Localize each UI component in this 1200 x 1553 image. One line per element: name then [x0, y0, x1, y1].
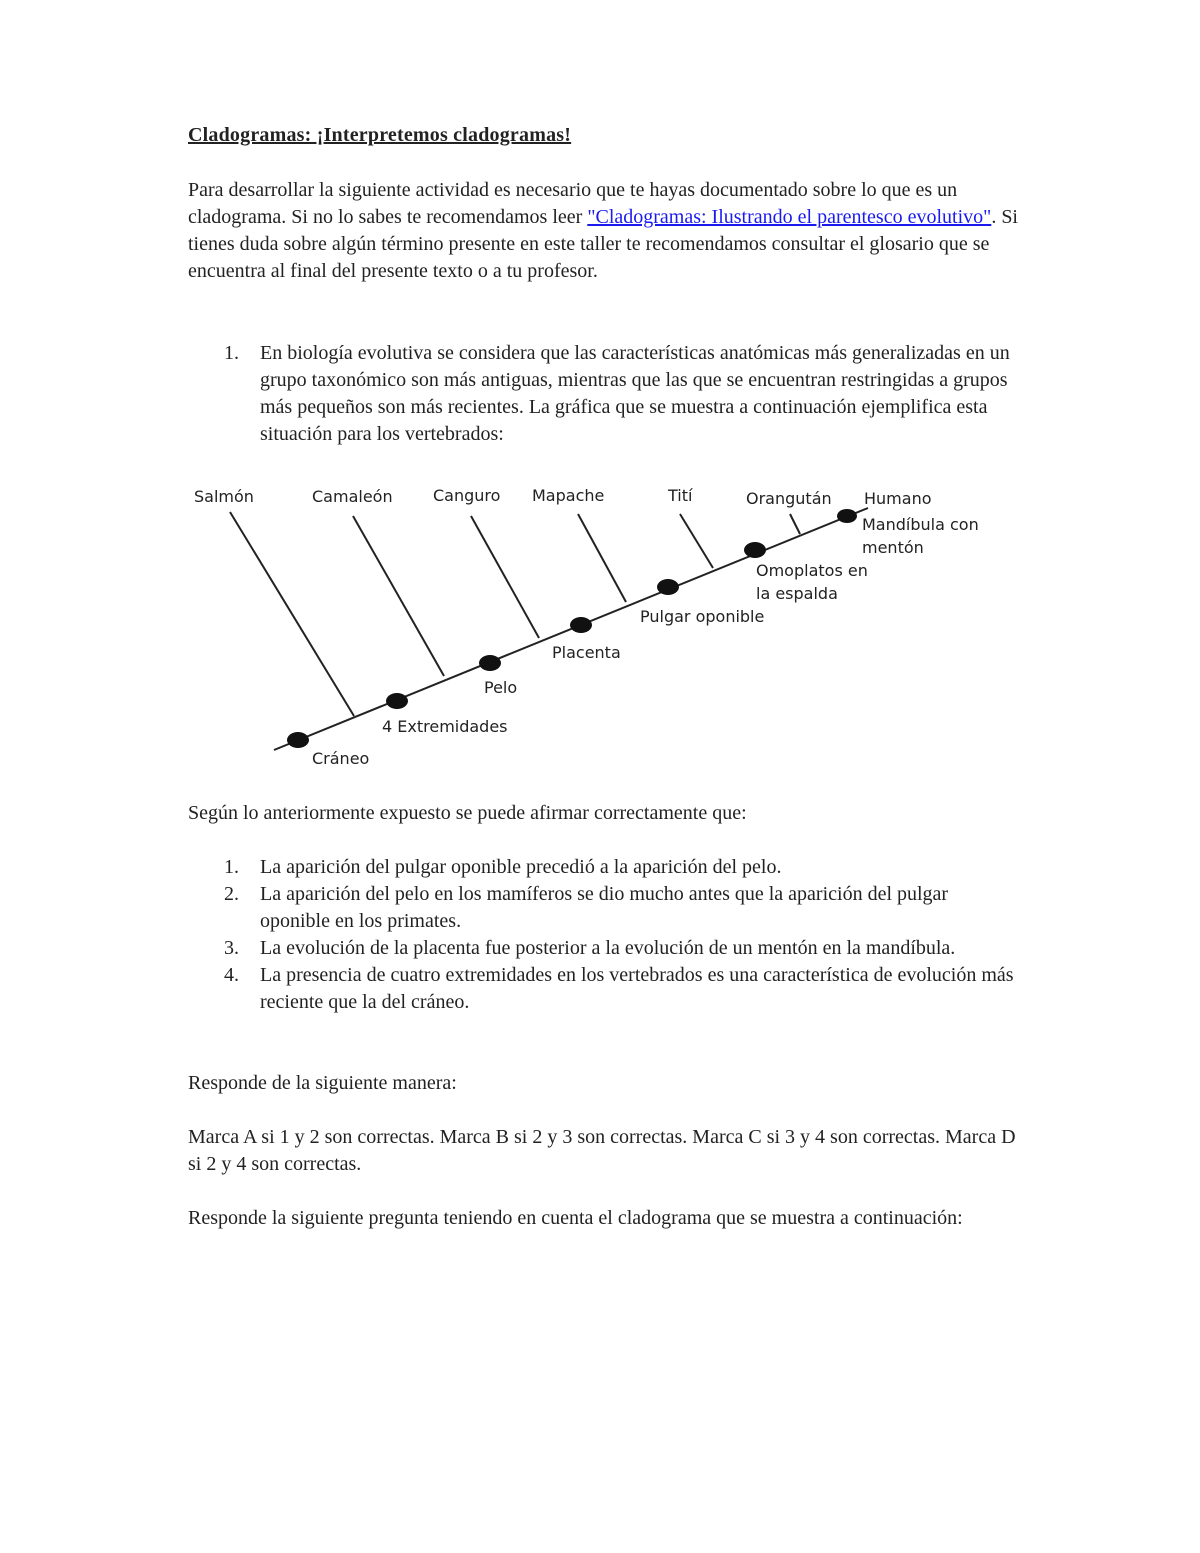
statement-text: La evolución de la placenta fue posterior a la evolución de un mentón en la mandíbula.: [260, 937, 956, 959]
trait-label: Placenta: [552, 643, 621, 662]
cladogram-main-axis: [274, 508, 868, 750]
next-question-prompt: Responde la siguiente pregunta teniendo en cuenta el cladograma que se muestra a continuación:: [188, 1207, 963, 1229]
taxon-label: Camaleón: [312, 487, 393, 506]
list-item: [188, 962, 1018, 1016]
answer-key: Marca A si 1 y 2 son correctas. Marca B si 2 y 3 son correctas. Marca C si 3 y 4 son correctas. Marca D si 2 y 4 son correctas.: [188, 1126, 1016, 1175]
node-pulgar: [657, 579, 679, 595]
page-title: Cladogramas: ¡Interpretemos cladogramas!: [188, 124, 572, 146]
trait-label: Pelo: [484, 678, 518, 697]
branch-mapache: [578, 514, 626, 602]
trait-label: mentón: [862, 538, 924, 557]
intro-paragraph: [188, 177, 1028, 285]
taxon-label: Mapache: [532, 486, 605, 505]
list-number: 3.: [224, 937, 239, 959]
intro-text-before: Para desarrollar la siguiente actividad es necesario que te hayas documentado sobre lo que es un cladograma. Si no lo sabes te recomendamos leer: [188, 179, 958, 228]
statement-text: La presencia de cuatro extremidades en los vertebrados es una característica de evolución más reciente que la del cráneo.: [260, 964, 1014, 1013]
question-text: En biología evolutiva se considera que las características anatómicas más generalizadas en un grupo taxonómico son más antiguas, mientras que las que se encuentran restringidas a grupos más pequeños son más recientes. La gráfica que se muestra a continuación ejemplifica esta situación para los vertebrados:: [260, 342, 1010, 445]
branch-orangutan: [790, 514, 800, 534]
node-mandibula: [837, 509, 857, 523]
list-item: [188, 340, 1018, 448]
answer-intro: Responde de la siguiente manera:: [188, 1072, 457, 1094]
cladogram-article-link[interactable]: "Cladogramas: Ilustrando el parentesco evolutivo": [587, 206, 992, 228]
statement-text: La aparición del pelo en los mamíferos se dio mucho antes que la aparición del pulgar oponible en los primates.: [260, 883, 949, 932]
statements-prompt: Según lo anteriormente expuesto se puede afirmar correctamente que:: [188, 802, 747, 824]
taxon-label: Orangután: [746, 489, 832, 508]
list-number: 1.: [224, 856, 239, 878]
trait-label: Cráneo: [312, 749, 370, 768]
taxon-label: Humano: [864, 489, 932, 508]
node-placenta: [570, 617, 592, 633]
trait-label: Pulgar oponible: [640, 607, 765, 626]
statement-text: La aparición del pulgar oponible precedió a la aparición del pelo.: [260, 856, 782, 878]
list-number: 4.: [224, 964, 239, 986]
node-extremidades: [386, 693, 408, 709]
list-item: [188, 854, 1018, 881]
branch-salmon: [230, 512, 354, 716]
taxon-label: Salmón: [194, 487, 254, 506]
list-number: 1.: [224, 342, 239, 364]
branch-camaleon: [353, 516, 444, 676]
trait-label: 4 Extremidades: [382, 717, 508, 736]
intro-text-after: . Si tienes duda sobre algún término presente en este taller te recomendamos consultar el glosario que se encuentra al final del presente texto o a tu profesor.: [188, 206, 1018, 282]
branch-titi: [680, 514, 713, 568]
taxon-label: Canguro: [433, 486, 501, 505]
question-list: [188, 340, 1018, 448]
branch-canguro: [471, 516, 539, 638]
trait-label: la espalda: [756, 584, 838, 603]
node-omoplatos: [744, 542, 766, 558]
cladogram-diagram: [188, 478, 1008, 778]
node-craneo: [287, 732, 309, 748]
taxon-label: Tití: [668, 486, 693, 505]
node-pelo: [479, 655, 501, 671]
trait-label: Mandíbula con: [862, 515, 979, 534]
statements-list: [188, 854, 1018, 1016]
list-item: [188, 881, 1018, 935]
trait-label: Omoplatos en: [756, 561, 868, 580]
list-number: 2.: [224, 883, 239, 905]
list-item: [188, 935, 1018, 962]
